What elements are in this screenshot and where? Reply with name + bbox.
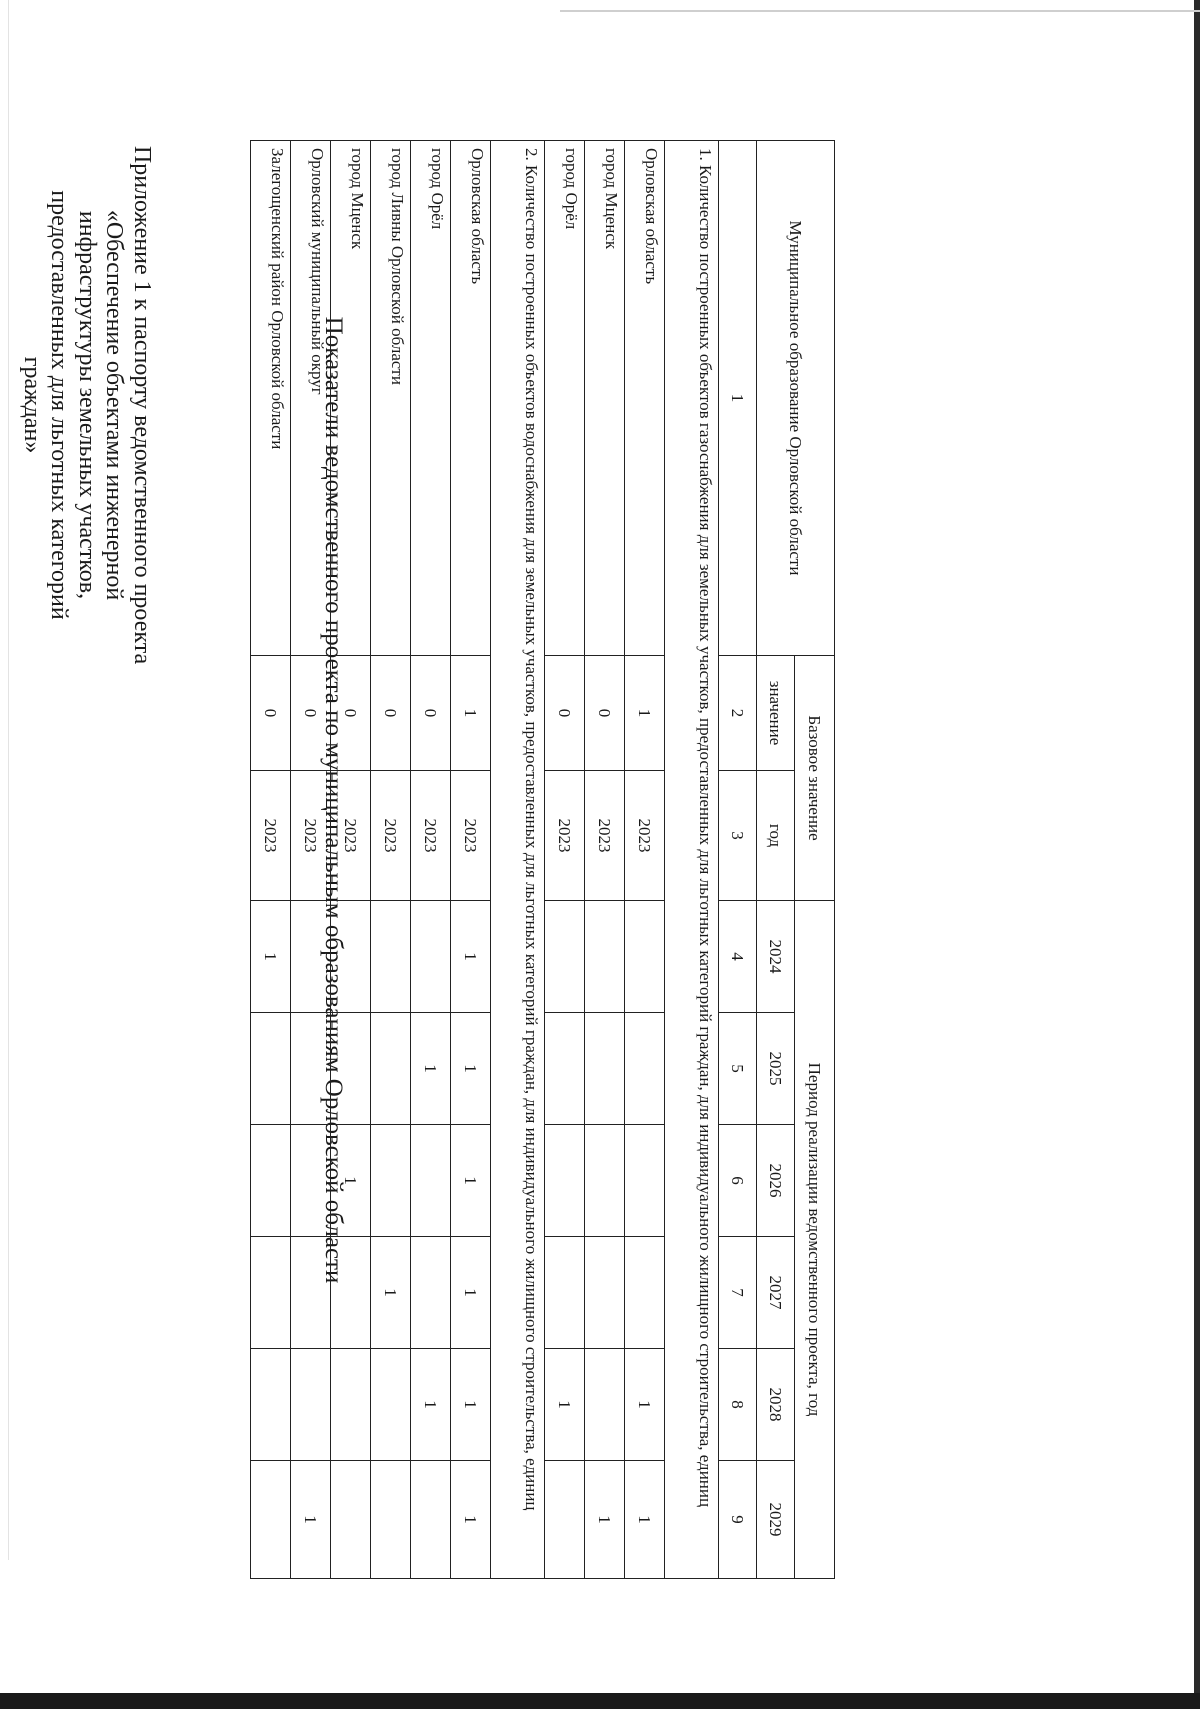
row-year-value: [371, 1349, 411, 1461]
row-year-value: [371, 1461, 411, 1579]
row-year-value: [331, 901, 371, 1013]
row-year-value: [251, 1125, 291, 1237]
row-year-value: [291, 1349, 331, 1461]
row-year-value: [411, 1125, 451, 1237]
row-year-value: [251, 1237, 291, 1349]
section-title-row: [665, 141, 719, 1579]
row-municipality: город Орёл: [545, 141, 585, 656]
row-base-value: 1: [625, 656, 665, 771]
row-year-value: [585, 901, 625, 1013]
header-base-value: Базовое значение: [795, 656, 835, 901]
row-year-value: [331, 1461, 371, 1579]
header-year-2027: 2027: [757, 1237, 795, 1349]
row-base-year: 2023: [625, 771, 665, 901]
header-year-2028: 2028: [757, 1349, 795, 1461]
table-row: [331, 141, 371, 1579]
header-value: значение: [757, 656, 795, 771]
row-base-year: 2023: [451, 771, 491, 901]
row-base-value: 0: [545, 656, 585, 771]
row-year-value: [371, 1125, 411, 1237]
section-title-row: [491, 141, 545, 1579]
annex-heading: Приложение 1 к паспорту ведомственного проекта «Обеспечение объектами инженерной инфраструктуры земельных участков, предоставленных для льготных категорий граждан»: [19, 145, 155, 665]
row-year-value: [585, 1237, 625, 1349]
header-year-2024: 2024: [757, 901, 795, 1013]
row-base-year: 2023: [291, 771, 331, 901]
row-base-value: 1: [451, 656, 491, 771]
header-row-1: [795, 141, 835, 1579]
row-base-year: 2023: [371, 771, 411, 901]
row-year-value: [411, 901, 451, 1013]
row-year-value: [251, 1349, 291, 1461]
row-year-value: [331, 1349, 371, 1461]
row-year-value: [625, 901, 665, 1013]
row-municipality: Залегощенский район Орловской области: [251, 141, 291, 656]
table-row: [545, 141, 585, 1579]
row-year-value: [291, 1013, 331, 1125]
col-number: 4: [719, 901, 757, 1013]
section-1-title: 1. Количество построенных объектов газоснабжения для земельных участков, предоставленных для льготных категорий граждан, для индивидуального жилищного строительства, единиц: [665, 141, 719, 1579]
row-municipality: город Мценск: [585, 141, 625, 656]
row-year-value: [545, 1013, 585, 1125]
row-base-value: 0: [291, 656, 331, 771]
row-year-value: 1: [451, 1013, 491, 1125]
row-year-value: [545, 1461, 585, 1579]
header-year-2025: 2025: [757, 1013, 795, 1125]
row-year-value: [625, 1125, 665, 1237]
table-row: [625, 141, 665, 1579]
row-municipality: Орловский муниципальный округ: [291, 141, 331, 656]
col-number: 3: [719, 771, 757, 901]
row-year-value: [371, 1013, 411, 1125]
row-year-value: 1: [451, 1237, 491, 1349]
row-year-value: [625, 1013, 665, 1125]
row-year-value: 1: [451, 901, 491, 1013]
row-year-value: [371, 901, 411, 1013]
row-year-value: 1: [331, 1125, 371, 1237]
col-number: 5: [719, 1013, 757, 1125]
row-year-value: [545, 1237, 585, 1349]
row-year-value: [291, 1125, 331, 1237]
row-year-value: [411, 1461, 451, 1579]
row-year-value: 1: [291, 1461, 331, 1579]
table-body: [251, 141, 835, 1579]
table-row: [451, 141, 491, 1579]
row-year-value: 1: [371, 1237, 411, 1349]
row-year-value: [291, 1237, 331, 1349]
row-year-value: [411, 1237, 451, 1349]
row-year-value: 1: [585, 1461, 625, 1579]
row-base-year: 2023: [411, 771, 451, 901]
row-year-value: [585, 1125, 625, 1237]
col-number: 7: [719, 1237, 757, 1349]
numbering-row: [719, 141, 757, 1579]
row-year-value: [585, 1013, 625, 1125]
col-number: 8: [719, 1349, 757, 1461]
table-row: [291, 141, 331, 1579]
row-base-year: 2023: [545, 771, 585, 901]
row-year-value: 1: [451, 1461, 491, 1579]
row-year-value: [331, 1237, 371, 1349]
row-base-value: 0: [585, 656, 625, 771]
section-2-title: 2. Количество построенных объектов водоснабжения для земельных участков, предоставленных для льготных категорий граждан, для индивидуального жилищного строительства, единиц: [491, 141, 545, 1579]
row-year-value: [331, 1013, 371, 1125]
row-base-value: 0: [251, 656, 291, 771]
row-municipality: Орловская область: [625, 141, 665, 656]
table-row: [371, 141, 411, 1579]
row-year-value: 1: [451, 1125, 491, 1237]
header-year: год: [757, 771, 795, 901]
row-year-value: 1: [251, 901, 291, 1013]
row-year-value: [585, 1349, 625, 1461]
row-base-year: 2023: [331, 771, 371, 901]
row-year-value: [545, 901, 585, 1013]
header-year-2029: 2029: [757, 1461, 795, 1579]
row-municipality: город Ливны Орловской области: [371, 141, 411, 656]
row-year-value: 1: [411, 1349, 451, 1461]
col-number: 9: [719, 1461, 757, 1579]
row-year-value: [251, 1461, 291, 1579]
row-year-value: 1: [451, 1349, 491, 1461]
row-year-value: [251, 1013, 291, 1125]
table-title: Показатели ведомственного проекта по муниципальным образованиям Орловской области: [320, 316, 347, 1284]
row-base-value: 0: [411, 656, 451, 771]
indicators-table: [250, 140, 835, 1579]
row-base-year: 2023: [251, 771, 291, 901]
table-row: [411, 141, 451, 1579]
header-year-2026: 2026: [757, 1125, 795, 1237]
header-municipality: Муниципальное образование Орловской области: [757, 141, 835, 656]
row-year-value: 1: [411, 1013, 451, 1125]
row-year-value: 1: [625, 1349, 665, 1461]
row-year-value: [291, 901, 331, 1013]
row-year-value: [625, 1237, 665, 1349]
row-base-year: 2023: [585, 771, 625, 901]
header-period: Период реализации ведомственного проекта, год: [795, 901, 835, 1579]
row-year-value: 1: [545, 1349, 585, 1461]
table-row: [585, 141, 625, 1579]
col-number: 1: [719, 141, 757, 656]
row-municipality: город Орёл: [411, 141, 451, 656]
row-year-value: 1: [625, 1461, 665, 1579]
row-base-value: 0: [371, 656, 411, 771]
table-row: [251, 141, 291, 1579]
row-municipality: город Мценск: [331, 141, 371, 656]
col-number: 6: [719, 1125, 757, 1237]
row-municipality: Орловская область: [451, 141, 491, 656]
col-number: 2: [719, 656, 757, 771]
row-year-value: [545, 1125, 585, 1237]
row-base-value: 0: [331, 656, 371, 771]
